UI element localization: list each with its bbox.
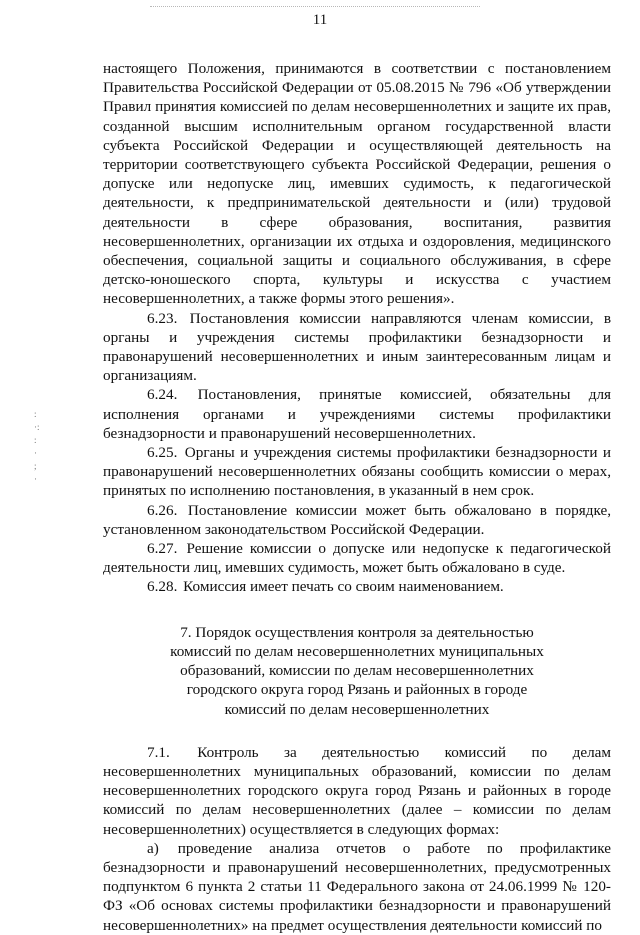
heading-line: 7. Порядок осуществления контроля за деятельностью: [180, 623, 534, 641]
paragraph-7-1: [103, 743, 611, 839]
item-text: Решение комиссии о допуске или недопуске к педагогической деятельности лиц, имевших судимость, может быть обжаловано в суде.: [103, 540, 611, 577]
item-number: 6.25.: [147, 444, 178, 462]
item-text: проведение анализа отчетов о работе по профилактике безнадзорности и правонарушений несовершеннолетних, предусмотренных подпунктом 6 пункта 2 статьи 11 Федерального закона от 24.06.1999 № 120-ФЗ «Об основах системы профилактики безнадзорности и правонарушений несовершеннолетних» на предмет осуществления деятельности комиссий по: [103, 839, 612, 934]
paragraph-6-28: [103, 577, 611, 596]
heading-line: образований, комиссии по делам несовершеннолетних: [180, 662, 534, 680]
paragraph-6-24: [103, 385, 611, 443]
item-text: Постановление комиссии может быть обжаловано в порядке, установленном законодательством Российской Федерации.: [103, 501, 611, 538]
item-text: Контроль за деятельностью комиссий по делам несовершеннолетних муниципальных образований, комиссии по делам несовершеннолетних городского округа город Рязань и районных в городе комиссий по делам несовершеннолетних (далее – комиссии по делам несовершеннолетних) осуществляется в следующих формах:: [103, 743, 612, 838]
document-body: [103, 59, 611, 935]
paragraph-6-23: [103, 309, 611, 386]
scan-artifact-top: [150, 6, 480, 8]
item-text: Постановления комиссии направляются членам комиссии, в органы и учреждения системы профилактики безнадзорности и правонарушений несовершеннолетних и иным заинтересованным лицам и организациям.: [103, 309, 611, 385]
section-7-heading: [147, 623, 567, 719]
heading-line: комиссий по делам несовершеннолетних: [224, 700, 490, 718]
item-text: Комиссия имеет печать со своим наименованием.: [183, 578, 504, 596]
item-number: 6.26.: [147, 501, 178, 519]
paragraph-6-27: [103, 539, 611, 577]
paragraph-7-1-a: [103, 839, 611, 935]
item-number: 6.28.: [147, 578, 178, 596]
item-number: а): [147, 839, 159, 857]
item-number: 6.24.: [147, 386, 178, 404]
item-text: Постановления, принятые комиссией, обязательны для исполнения органами и учреждениями системы профилактики безнадзорности и правонарушений несовершеннолетних.: [103, 386, 612, 442]
item-number: 6.27.: [147, 540, 178, 558]
margin-scan-marks: : ·: : · ; ·: [34, 409, 40, 484]
paragraph-6-26: [103, 501, 611, 539]
item-text: Органы и учреждения системы профилактики безнадзорности и правонарушений несовершеннолетних обязаны сообщить комиссии о мерах, принятых по исполнению постановления, в указанный в нем срок.: [103, 444, 611, 500]
paragraph-6-25: [103, 443, 611, 501]
heading-line: городского округа город Рязань и районных в городе: [186, 681, 528, 699]
item-number: 7.1.: [147, 743, 170, 761]
item-number: 6.23.: [147, 309, 178, 327]
page-number: 11: [312, 12, 328, 28]
heading-line: комиссий по делам несовершеннолетних муниципальных: [170, 642, 544, 660]
intro-paragraph: настоящего Положения, принимаются в соответствии с постановлением Правительства Российской Федерации от 05.08.2015 № 796 «Об утверждении Правил принятия комиссией по делам несовершеннолетних и защите их прав, созданной высшим исполнительным органом государственной власти субъекта Российской Федерации и осуществляющей деятельность на территории соответствующего субъекта Российской Федерации, решения о допуске или недопуске лиц, имевших судимость, к педагогической деятельности, к предпринимательской деятельности и (или) трудовой деятельности в сфере образования, воспитания, развития несовершеннолетних, организации их отдыха и оздоровления, медицинского обеспечения, социальной защиты и социального обслуживания, в сфере детско-юношеского спорта, культуры и искусства с участием несовершеннолетних, а также формы этого решения».: [103, 60, 611, 308]
